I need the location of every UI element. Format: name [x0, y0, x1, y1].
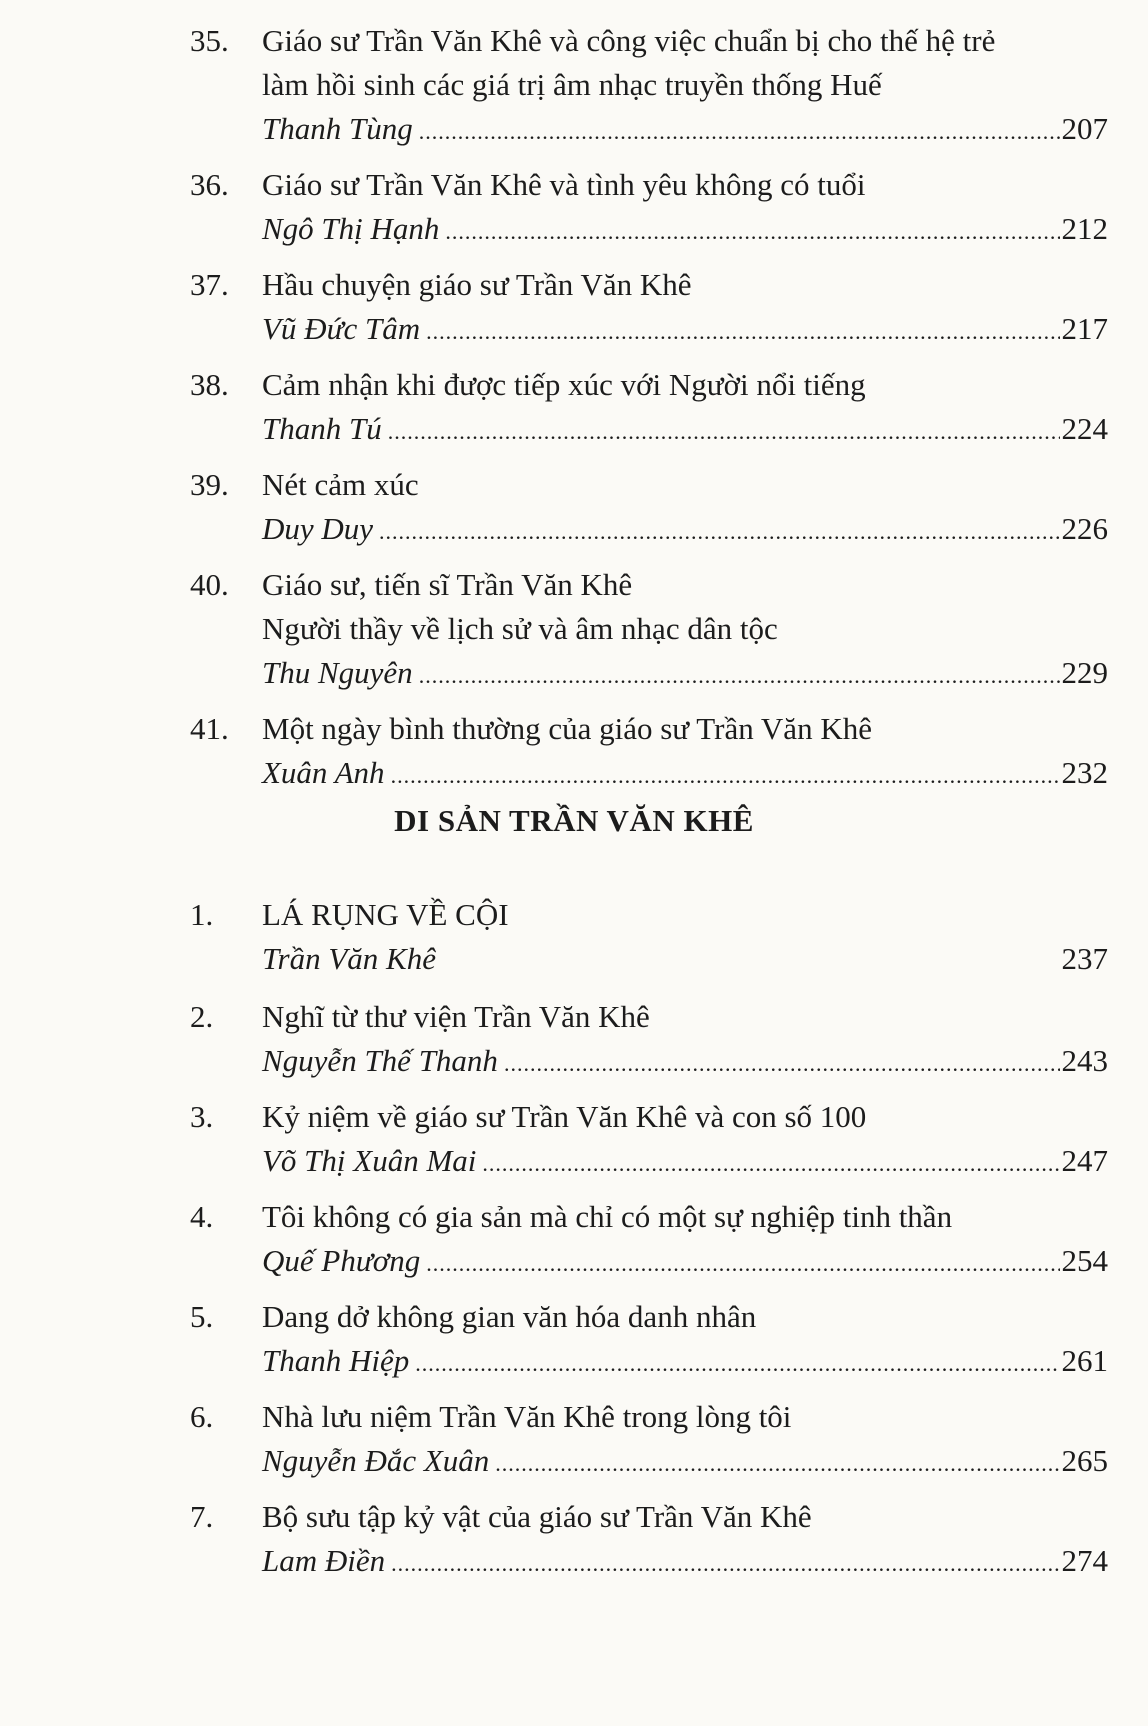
entry-number: 38. — [190, 367, 229, 402]
entry-author-line — [262, 1344, 1108, 1381]
entry-number: 39. — [190, 467, 229, 502]
entry-page-number: 224 — [1061, 411, 1108, 446]
entry-title-line-1: Giáo sư Trần Văn Khê và công việc chuẩn bị cho thế hệ trẻ — [262, 23, 996, 58]
entry-author: Lam Điền — [262, 1543, 386, 1578]
entry-page-number: 265 — [1061, 1443, 1108, 1478]
entry-page-number: 229 — [1061, 655, 1108, 690]
entry-author: Duy Duy — [262, 511, 374, 546]
leader-dots — [388, 415, 1060, 449]
entry-title-line-1: Một ngày bình thường của giáo sư Trần Văn Khê — [262, 711, 872, 746]
entry-author: Nguyễn Thế Thanh — [262, 1043, 498, 1078]
entry-title-line-1: Hầu chuyện giáo sư Trần Văn Khê — [262, 267, 692, 302]
entry-number: 7. — [190, 1499, 214, 1534]
entry-author: Quế Phương — [262, 1243, 421, 1278]
toc-entry-heritage-3 — [190, 1100, 1108, 1190]
entry-author-line — [262, 1144, 1108, 1181]
entry-author-line — [262, 656, 1108, 693]
toc-entry-heritage-4 — [190, 1200, 1108, 1290]
leader-dots — [379, 515, 1059, 549]
entry-title-line-1: Giáo sư, tiến sĩ Trần Văn Khê — [262, 567, 633, 602]
entry-page-number: 237 — [1061, 941, 1108, 976]
entry-title-line-1: Tôi không có gia sản mà chỉ có một sự nghiệp tinh thần — [262, 1199, 953, 1234]
entry-title-line-1: Cảm nhận khi được tiếp xúc với Người nổi tiếng — [262, 367, 866, 402]
entry-page-number: 207 — [1061, 111, 1108, 146]
entry-page-number: 261 — [1061, 1343, 1108, 1378]
entry-number: 1. — [190, 897, 214, 932]
entry-number: 6. — [190, 1399, 214, 1434]
toc-entry-40 — [190, 568, 1108, 698]
entry-author-line — [262, 1444, 1108, 1481]
entry-author-line — [262, 1244, 1108, 1281]
leader-dots — [495, 1447, 1059, 1481]
entry-number: 5. — [190, 1299, 214, 1334]
toc-entry-heritage-6 — [190, 1400, 1108, 1490]
entry-author-line — [262, 412, 1108, 449]
entry-author: Nguyễn Đắc Xuân — [262, 1443, 490, 1478]
toc-entry-37 — [190, 268, 1108, 358]
entry-author-line — [262, 512, 1108, 549]
leader-dots — [426, 315, 1059, 349]
entry-author-line — [262, 1044, 1108, 1081]
entry-page-number: 243 — [1061, 1043, 1108, 1078]
entry-number: 40. — [190, 567, 229, 602]
entry-title-line-1: Nét cảm xúc — [262, 467, 419, 502]
leader-dots — [419, 659, 1060, 693]
entry-number: 2. — [190, 999, 214, 1034]
toc-entry-heritage-1 — [190, 898, 1108, 988]
entry-title-line-2: làm hồi sinh các giá trị âm nhạc truyền thống Huế — [262, 67, 882, 102]
entry-title-line-1: Dang dở không gian văn hóa danh nhân — [262, 1299, 757, 1334]
entry-author-line — [262, 942, 1108, 979]
entry-author-line — [262, 212, 1108, 249]
entry-author: Võ Thị Xuân Mai — [262, 1143, 477, 1178]
entry-author: Trần Văn Khê — [262, 941, 436, 976]
entry-title-line-1: Giáo sư Trần Văn Khê và tình yêu không có tuổi — [262, 167, 866, 202]
entry-number: 36. — [190, 167, 229, 202]
entry-author: Thanh Tùng — [262, 111, 413, 146]
entry-author: Thanh Tú — [262, 411, 382, 446]
entry-author-line — [262, 1544, 1108, 1581]
entry-title-line-1: LÁ RỤNG VỀ CỘI — [262, 897, 509, 932]
entry-title-line-1: Kỷ niệm về giáo sư Trần Văn Khê và con số 100 — [262, 1099, 867, 1134]
entry-title-line-1: Nhà lưu niệm Trần Văn Khê trong lòng tôi — [262, 1399, 792, 1434]
entry-page-number: 274 — [1061, 1543, 1108, 1578]
leader-dots — [391, 759, 1060, 793]
leader-dots — [419, 115, 1060, 149]
entry-page-number: 226 — [1061, 511, 1108, 546]
entry-author-line — [262, 756, 1108, 793]
toc-entry-35 — [190, 24, 1108, 154]
leader-dots — [426, 1247, 1059, 1281]
entry-title-line-1: Nghĩ từ thư viện Trần Văn Khê — [262, 999, 650, 1034]
toc-entry-38 — [190, 368, 1108, 458]
toc-entry-36 — [190, 168, 1108, 258]
entry-title-line-2: Người thầy về lịch sử và âm nhạc dân tộc — [262, 611, 778, 646]
leader-dots — [415, 1347, 1059, 1381]
entry-author-line — [262, 312, 1108, 349]
section-heading: DI SẢN TRẦN VĂN KHÊ — [394, 803, 754, 838]
entry-author: Thanh Hiệp — [262, 1343, 410, 1378]
entry-author: Xuân Anh — [262, 755, 385, 790]
leader-dots — [482, 1147, 1059, 1181]
leader-dots — [504, 1047, 1060, 1081]
entry-title-line-1: Bộ sưu tập kỷ vật của giáo sư Trần Văn Khê — [262, 1499, 812, 1534]
toc-entry-heritage-7 — [190, 1500, 1108, 1590]
entry-author: Thu Nguyên — [262, 655, 413, 690]
entry-author: Ngô Thị Hạnh — [262, 211, 440, 246]
toc-entry-heritage-5 — [190, 1300, 1108, 1390]
entry-page-number: 217 — [1061, 311, 1108, 346]
leader-dots — [445, 215, 1059, 249]
entry-page-number: 212 — [1061, 211, 1108, 246]
entry-page-number: 254 — [1061, 1243, 1108, 1278]
entry-number: 37. — [190, 267, 229, 302]
toc-entry-39 — [190, 468, 1108, 558]
toc-entry-41 — [190, 712, 1108, 802]
entry-number: 41. — [190, 711, 229, 746]
entry-author: Vũ Đức Tâm — [262, 311, 421, 346]
entry-page-number: 232 — [1061, 755, 1108, 790]
entry-number: 35. — [190, 23, 229, 58]
entry-author-line — [262, 112, 1108, 149]
entry-number: 4. — [190, 1199, 214, 1234]
toc-entry-heritage-2 — [190, 1000, 1108, 1090]
entry-page-number: 247 — [1061, 1143, 1108, 1178]
entry-number: 3. — [190, 1099, 214, 1134]
leader-dots — [391, 1547, 1059, 1581]
